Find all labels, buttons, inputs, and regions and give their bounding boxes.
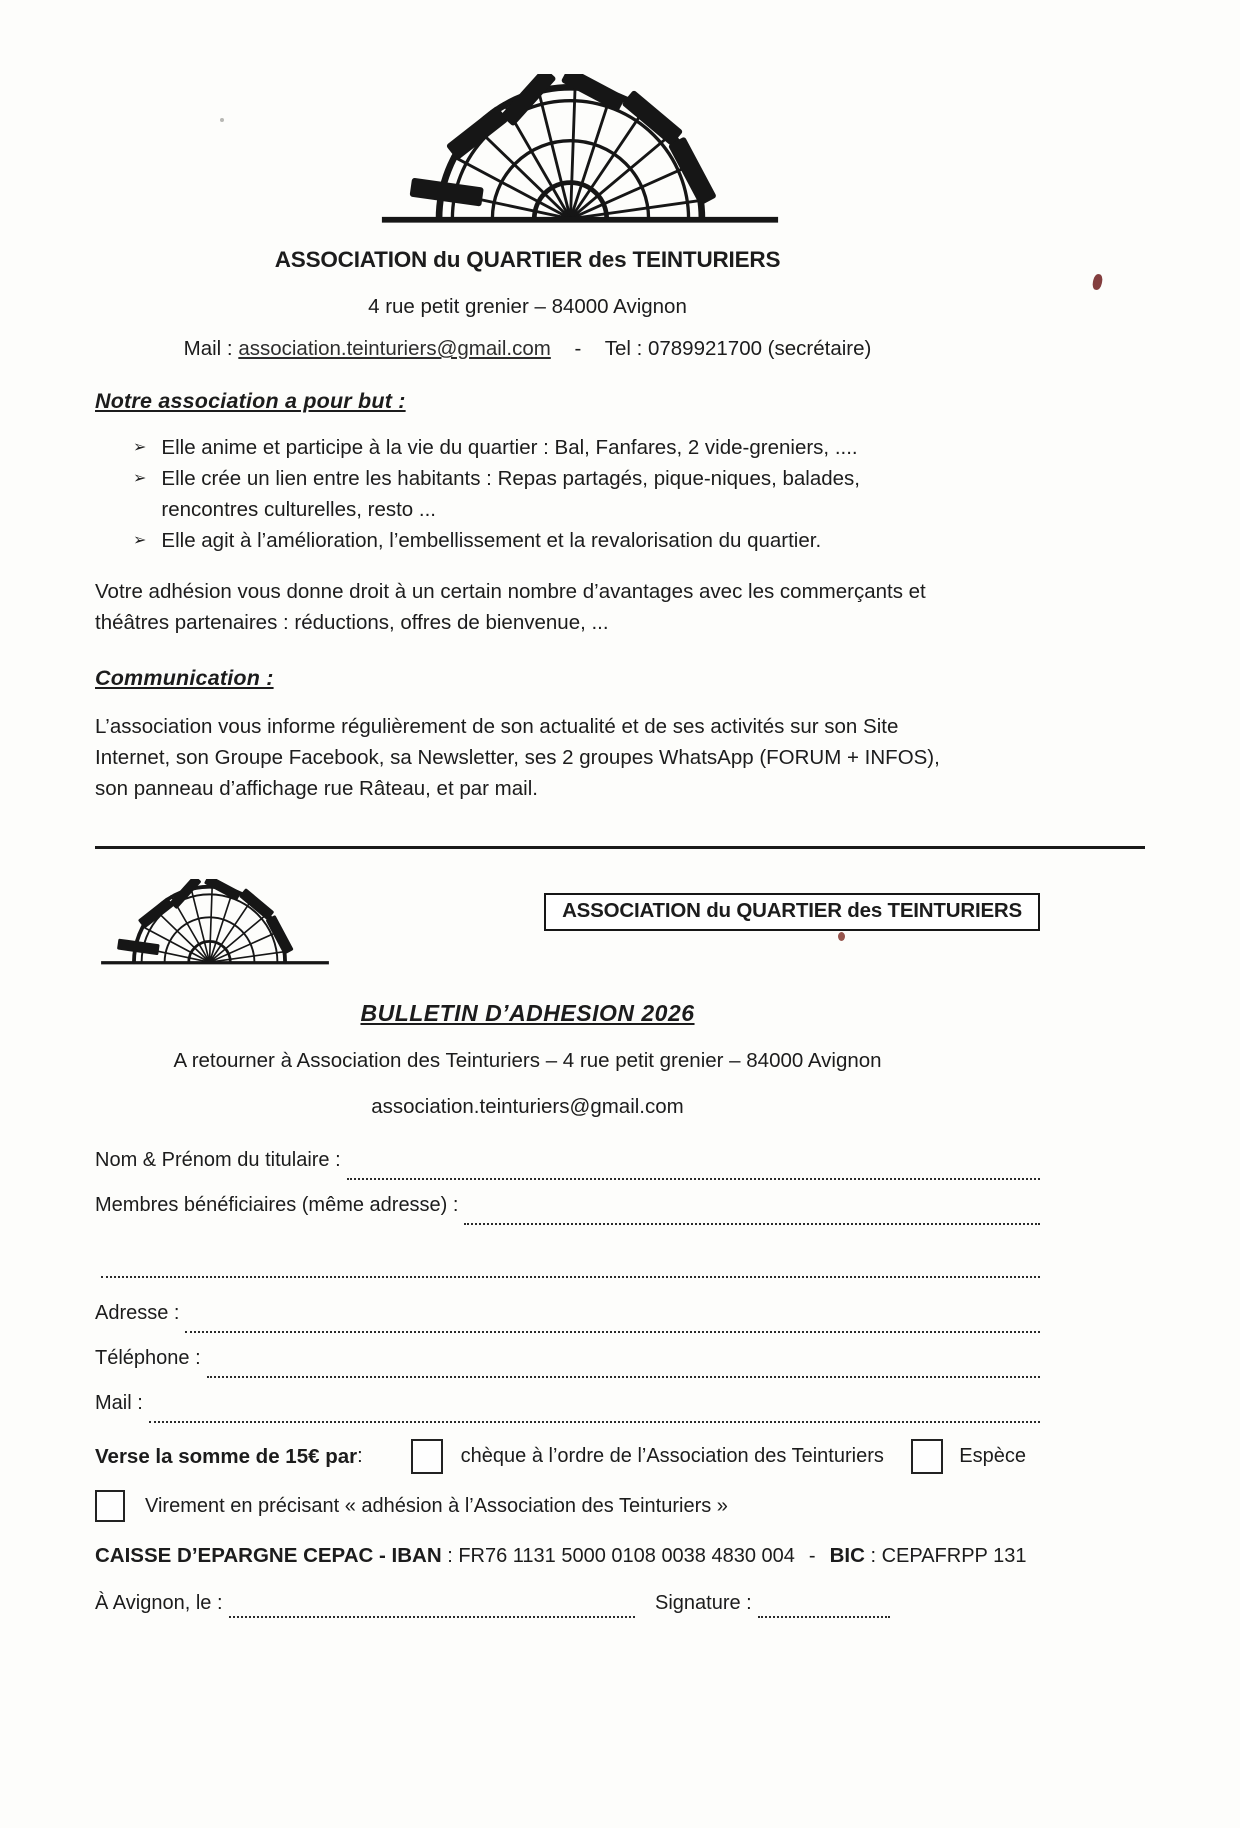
membership-form bbox=[95, 1149, 1040, 1618]
mail-label: Mail : bbox=[183, 337, 233, 360]
colon: : bbox=[864, 1545, 882, 1567]
field-label: Membres bénéficiaires (même adresse) : bbox=[95, 1194, 459, 1216]
membership-benefits-paragraph: Votre adhésion vous donne droit à un certain nombre d’avantages avec les commerçants et théâtres partenaires : réductions, offres de bienvenue, ... bbox=[95, 580, 926, 634]
email-link[interactable]: association.teinturiers@gmail.com bbox=[238, 337, 551, 360]
scan-artifact bbox=[838, 932, 845, 941]
field-row-mail bbox=[95, 1392, 1040, 1423]
bullet-text: Elle agit à l’amélioration, l’embellissement et la revalorisation du quartier. bbox=[161, 529, 822, 552]
association-logo-large bbox=[147, 74, 1012, 239]
separator-dash: - bbox=[574, 337, 582, 360]
date-group bbox=[95, 1592, 635, 1618]
field-row-address bbox=[95, 1302, 1040, 1333]
purpose-heading: Notre association a pour but : bbox=[95, 389, 406, 413]
bullet-text: Elle anime et participe à la vie du quartier : Bal, Fanfares, 2 vide-greniers, .... bbox=[161, 436, 858, 459]
colon: : bbox=[441, 1545, 459, 1567]
contact-line bbox=[95, 337, 960, 361]
cheque-checkbox[interactable] bbox=[411, 1439, 443, 1474]
transfer-checkbox[interactable] bbox=[95, 1490, 125, 1522]
form-email-link[interactable]: association.teinturiers@gmail.com bbox=[371, 1095, 684, 1118]
bulletin-title: BULLETIN D’ADHESION 2026 bbox=[360, 1000, 695, 1026]
bic-label: BIC bbox=[829, 1544, 865, 1567]
field-label: Adresse : bbox=[95, 1302, 180, 1324]
date-label: À Avignon, le : bbox=[95, 1592, 223, 1614]
field-row-name bbox=[95, 1149, 1040, 1180]
field-label: Mail : bbox=[95, 1392, 143, 1414]
members-input-line[interactable] bbox=[464, 1199, 1040, 1225]
date-input-line[interactable] bbox=[229, 1592, 636, 1618]
phone-text: Tel : 0789921700 (secrétaire) bbox=[604, 337, 872, 360]
arrow-bullet-icon: ➢ bbox=[133, 439, 147, 456]
association-address: 4 rue petit grenier – 84000 Avignon bbox=[368, 295, 687, 318]
signature-group bbox=[655, 1592, 890, 1618]
communication-paragraph: L’association vous informe régulièrement de son actualité et de ses activités sur son Site Internet, son Groupe Facebook, sa Newsletter, ses 2 groupes WhatsApp (FORUM + INFOS), son panneau d’affichage rue Râteau, et par mail. bbox=[95, 715, 940, 800]
purpose-bullet-list bbox=[95, 432, 1145, 556]
list-item bbox=[133, 432, 1145, 463]
mail-input-line[interactable] bbox=[149, 1397, 1040, 1423]
bic-value: CEPAFRPP 131 bbox=[881, 1545, 1027, 1567]
signature-label: Signature : bbox=[655, 1592, 752, 1614]
payment-options-row bbox=[95, 1439, 1040, 1474]
address-input-line[interactable] bbox=[185, 1307, 1040, 1333]
return-address-line: A retourner à Association des Teinturiers – 4 rue petit grenier – 84000 Avignon bbox=[173, 1049, 882, 1072]
iban-value: FR76 1131 5000 0108 0038 4830 004 bbox=[458, 1545, 795, 1567]
scanned-document-page bbox=[0, 74, 1240, 1828]
cash-checkbox[interactable] bbox=[911, 1439, 943, 1474]
payment-amount-label: Verse la somme de 15€ par bbox=[95, 1444, 358, 1468]
list-item bbox=[133, 463, 1145, 525]
waterwheel-icon bbox=[380, 74, 780, 234]
waterwheel-icon bbox=[100, 879, 330, 971]
payment-amount-colon: : bbox=[357, 1445, 363, 1467]
bank-details-line bbox=[95, 1544, 1040, 1568]
list-item bbox=[133, 525, 1145, 556]
name-input-line[interactable] bbox=[347, 1154, 1040, 1180]
members-input-line-2[interactable] bbox=[101, 1252, 1040, 1278]
cash-option-group bbox=[911, 1439, 1040, 1474]
field-label: Téléphone : bbox=[95, 1347, 201, 1369]
transfer-option-row bbox=[95, 1490, 1040, 1522]
field-row-phone bbox=[95, 1347, 1040, 1378]
phone-input-line[interactable] bbox=[207, 1352, 1040, 1378]
field-row-members-continued bbox=[95, 1247, 1040, 1278]
arrow-bullet-icon: ➢ bbox=[133, 532, 147, 549]
separator-dash: - bbox=[808, 1545, 816, 1567]
bullet-text: Elle crée un lien entre les habitants : Repas partagés, pique-niques, balades, rencontres culturelles, resto ... bbox=[161, 467, 860, 521]
association-logo-small bbox=[100, 879, 330, 976]
signature-input-line[interactable] bbox=[758, 1592, 890, 1618]
communication-heading: Communication : bbox=[95, 666, 274, 690]
arrow-bullet-icon: ➢ bbox=[133, 470, 147, 487]
transfer-label: Virement en précisant « adhésion à l’Association des Teinturiers » bbox=[145, 1494, 728, 1517]
field-label: Nom & Prénom du titulaire : bbox=[95, 1149, 341, 1171]
date-signature-row bbox=[95, 1592, 1040, 1618]
field-row-members bbox=[95, 1194, 1040, 1225]
cheque-label: chèque à l’ordre de l’Association des Teinturiers bbox=[460, 1445, 884, 1467]
cash-label: Espèce bbox=[959, 1445, 1026, 1467]
form-header-row bbox=[95, 879, 1145, 976]
bank-name-iban-label: CAISSE D’EPARGNE CEPAC - IBAN bbox=[95, 1544, 442, 1567]
boxed-association-title: ASSOCIATION du QUARTIER des TEINTURIERS bbox=[544, 893, 1040, 931]
section-divider bbox=[95, 846, 1145, 849]
association-title: ASSOCIATION du QUARTIER des TEINTURIERS bbox=[274, 247, 781, 272]
